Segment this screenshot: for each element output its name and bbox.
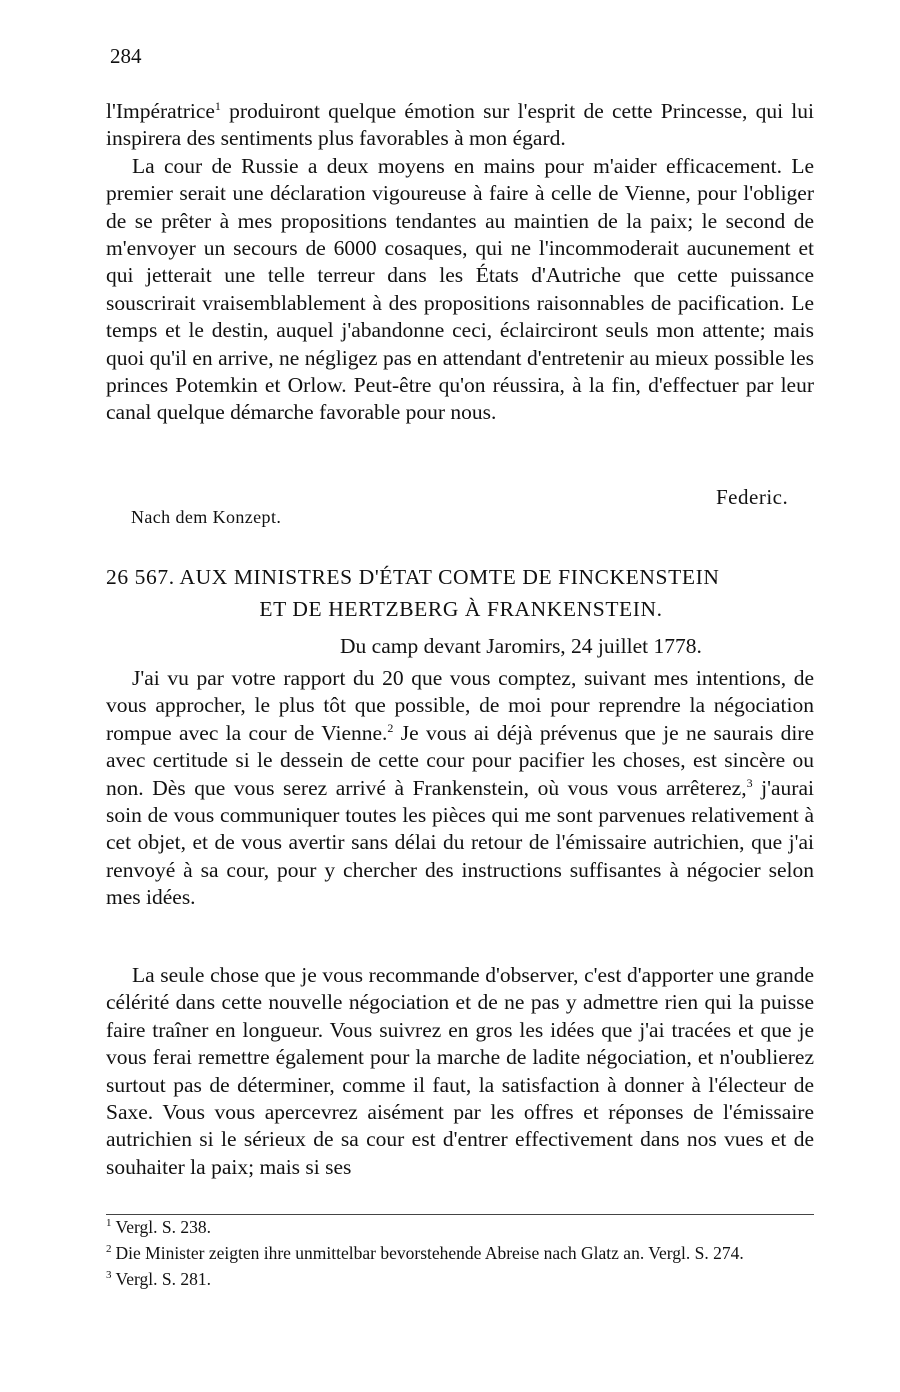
paragraph: La cour de Russie a deux moyens en mains pour m'aider efficacement. Le premier serait une déclaration vigoureuse à faire à celle de Vienne, pour l'obliger de se prêter à mes propositions tendantes au maintien de la paix; le second de m'envoyer un secours de 6000 cosaques, qui ne l'incommoderait aucunement et qui jetterait une telle terreur dans les États d'Autriche que cette puissance souscrirait vraisemblablement à des propositions raisonnables de pacification. Le temps et le destin, auquel j'abandonne ceci, éclairciront seuls mon attente; mais quoi qu'il en arrive, ne négligez pas en attendant d'entretenir au mieux possible les princes Potemkin et Orlow. Peut-être qu'on réussira, à la fin, d'effectuer par leur canal quelque démarche favorable pour nous. — [106, 153, 814, 425]
paragraph: La seule chose que je vous recommande d'observer, c'est d'apporter une grande célérité dans cette nouvelle négociation et de ne pas y admettre rien qui la puisse faire traîner en longueur. Vous suivrez en gros les idées que j'ai tracées et que je vous ferai remettre également pour la marche de ladite négociation, et n'oublierez surtout pas de déterminer, comme il faut, la satisfaction à donner à l'électeur de Saxe. Vous vous apercevrez aisément par les offres et réponses de l'émissaire autrichien si le sérieux de sa cour est d'entrer effectivement dans nos vues et de souhaiter la paix; mais si ses — [106, 963, 814, 1179]
letter-body — [106, 962, 814, 1181]
footnote — [106, 1212, 814, 1238]
page-number: 284 — [110, 44, 142, 68]
paragraph-text: Je vous ai déjà prévenus que je ne saurais dire avec certitude si le dessein de cette cour pour pacifier les choses, est sincère ou non. Dès que vous serez arrivé à Frankenstein, où vous vous arrêterez, — [106, 720, 814, 800]
footnote-mark: 3 — [106, 1268, 112, 1281]
footnote-text: Die Minister zeigten ihre unmittelbar bevorstehende Abreise nach Glatz an. Vergl. S. 274. — [115, 1242, 744, 1263]
dateline: Du camp devant Jaromirs, 24 juillet 1778. — [340, 634, 702, 658]
footnote-ref: 3 — [746, 775, 753, 790]
heading-line-1: 26 567. AUX MINISTRES D'ÉTAT COMTE DE FINCKENSTEIN — [106, 565, 720, 589]
paragraph-text: J'ai vu par votre rapport du 20 que vous comptez, suivant mes intentions, de vous approcher, le plus tôt que possible, de moi pour reprendre la négociation rompue avec la cour de Vienne. — [106, 666, 814, 745]
footnote-text: Vergl. S. 238. — [115, 1216, 211, 1237]
source-note: Nach dem Konzept. — [131, 507, 282, 527]
footnote — [106, 1238, 814, 1264]
paragraph — [106, 665, 814, 912]
letter-heading — [106, 561, 816, 625]
footnote-ref: 1 — [214, 98, 221, 113]
footnotes — [106, 1212, 814, 1289]
letter-body — [106, 665, 814, 912]
footnote-mark: 1 — [106, 1217, 112, 1229]
heading-line-2: ET DE HERTZBERG À FRANKENSTEIN. — [259, 597, 663, 621]
footnote-mark: 2 — [106, 1242, 112, 1255]
footnote-ref: 2 — [387, 720, 394, 735]
footnote-text: Vergl. S. 281. — [115, 1268, 211, 1289]
signature: Federic. — [716, 485, 789, 509]
paragraph-text: j'aurai soin de vous communiquer toutes les pièces qui me sont parvenues relativement à cet objet, et de vous avertir sans délai du retour de l'émissaire autrichien, que j'ai renvoyé à sa cour, pour y chercher des instructions suffisantes à négocier selon mes idées. — [106, 775, 814, 910]
paragraph-text: l'Impératrice — [106, 99, 215, 123]
paragraph — [106, 98, 814, 153]
footnote — [106, 1264, 814, 1290]
letter-body-continued — [106, 98, 814, 427]
paragraph-text: produiront quelque émotion sur l'esprit de cette Princesse, qui lui inspirera des sentiments plus favorables à mon égard. — [106, 99, 814, 151]
